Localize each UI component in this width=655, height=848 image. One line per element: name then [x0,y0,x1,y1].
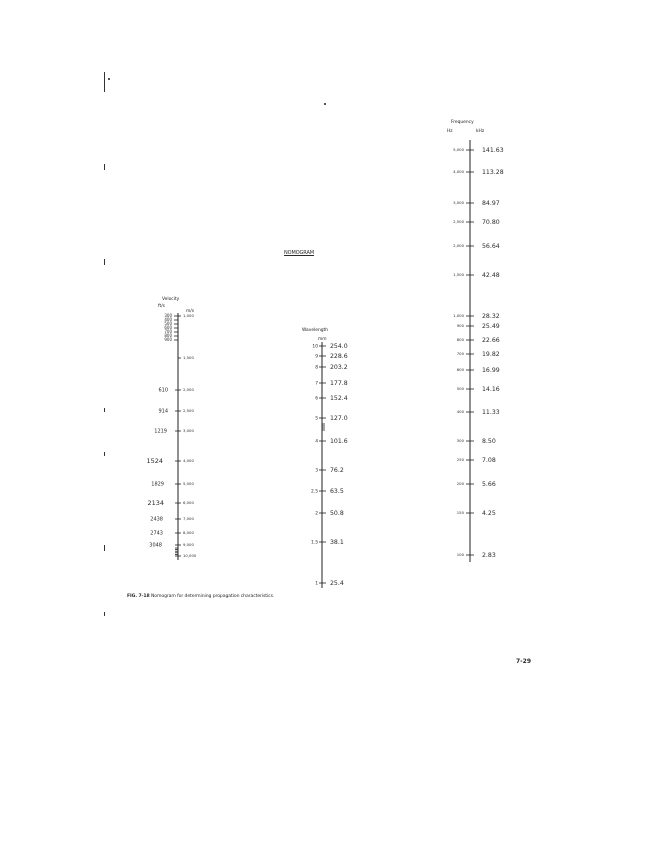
figure-caption-text: Nomogram for determining propagation characteristics. [150,594,275,599]
middle-scale-tick-label: 1.5 [311,540,318,546]
right-scale-value-label: 28.32 [482,313,500,320]
right-scale-title: Frequency [451,120,474,125]
left-scale-tick-label: 800 [164,333,172,338]
middle-scale-value-label: 76.2 [330,467,344,474]
middle-scale-value-label: 50.8 [330,510,344,517]
left-scale-tick-label: 400 [164,317,172,322]
left-scale-value-label: 10,000 [183,553,197,558]
right-scale-tick-label: 2,000 [453,243,464,248]
right-scale-value-label: 2.83 [482,552,496,559]
right-scale-tick-label: 4,000 [453,169,464,174]
right-scale-value-label: 70.80 [482,219,500,226]
left-scale-tick-label: 600 [164,325,172,330]
middle-scale-unit: mm [318,337,327,342]
middle-scale-tick-label: 1 [315,581,318,587]
right-scale-tick-label: 700 [456,351,464,356]
middle-scale-value-label: 38.1 [330,539,344,546]
middle-scale-value-label: 152.4 [330,395,348,402]
right-scale-tick-label: 800 [456,337,464,342]
middle-scale-tick-label: 2 [315,511,318,517]
left-scale-value-label: 2438 [150,516,163,523]
middle-scale-tick-label: 2.5 [311,489,318,495]
right-scale-tick-label: 150 [456,510,464,515]
right-scale-value-label: 16.99 [482,367,500,374]
right-scale-value-label: 4.25 [482,510,496,517]
right-scale-value-label: 5.66 [482,481,496,488]
left-scale-value-label: 3,000 [183,428,194,433]
middle-scale-title: Wavelength [302,328,329,333]
left-scale-value-label: 3048 [149,542,162,549]
left-scale-value-label: 4,000 [183,458,194,463]
right-scale-value-label: 19.82 [482,351,500,358]
right-scale-unit-right: kHz [476,129,485,134]
middle-scale-value-label: 203.2 [330,364,348,371]
middle-scale-tick-label: 6 [315,396,318,402]
right-scale-tick-label: 1,000 [453,313,464,318]
left-scale-tick-label: 500 [164,321,172,326]
left-scale-unit-left: ft/s [158,304,165,309]
right-scale-unit-left: Hz [447,129,453,134]
middle-scale-tick-label: 10 [312,344,318,350]
middle-scale-tick-label: 7 [315,381,318,387]
figure-number: FIG. 7-18 [127,594,150,599]
right-scale-tick-label: 600 [456,367,464,372]
right-scale-tick-label: 5,000 [453,147,464,152]
middle-scale-tick-label: 3 [315,468,318,474]
middle-scale-tick-label: 4 [315,439,318,445]
middle-scale-value-label: 177.8 [330,380,348,387]
left-scale-value-label: 2,500 [183,408,194,413]
right-scale-value-label: 22.66 [482,337,500,344]
right-scale-value-label: 25.49 [482,323,500,330]
left-scale-value-label: 1,000 [183,313,194,318]
right-scale-value-label: 11.33 [482,409,500,416]
middle-scale-value-label: 254.0 [330,343,348,350]
right-scale-tick-label: 300 [456,438,464,443]
right-scale-value-label: 8.50 [482,438,496,445]
left-scale-title: Velocity [162,297,180,302]
left-scale-value-label: 5,000 [183,481,194,486]
middle-scale-value-label: 63.5 [330,488,344,495]
right-scale-tick-label: 3,000 [453,200,464,205]
left-scale-tick-label: 300 [164,313,172,318]
left-scale-tick-label: 900 [164,337,172,342]
middle-scale-value-label: 101.6 [330,438,348,445]
right-scale-tick-label: 200 [456,481,464,486]
left-scale-value-label: 6,000 [183,500,194,505]
right-scale-value-label: 56.64 [482,243,500,250]
right-scale-tick-label: 1,500 [453,272,464,277]
left-scale-value-label: 1829 [151,481,164,488]
middle-scale-tick-label: 5 [315,416,318,422]
right-scale-tick-label: 500 [456,386,464,391]
left-scale-value-label: 2743 [150,530,163,537]
page-number: 7-29 [516,658,532,665]
left-scale-tick-label: 700 [164,329,172,334]
left-scale-value-label: 8,000 [183,530,194,535]
right-scale-value-label: 7.08 [482,457,496,464]
middle-scale-tick-label: 9 [315,354,318,360]
nomogram-heading: NOMOGRAM [284,250,315,256]
left-scale-unit-right: m/s [186,309,195,314]
middle-scale-value-label: 228.6 [330,353,348,360]
left-scale-value-label: 914 [158,408,168,415]
left-scale-value-label: 1,500 [183,355,194,360]
middle-scale-value-label: 25.4 [330,580,344,587]
left-scale-value-label: 2134 [147,499,164,507]
right-scale-tick-label: 250 [456,457,464,462]
middle-scale-value-label: 127.0 [330,415,348,422]
right-scale-value-label: 141.63 [482,147,504,154]
left-scale-value-label: 9,000 [183,542,194,547]
left-scale-value-label: 7,000 [183,516,194,521]
right-scale-value-label: 14.16 [482,386,500,393]
right-scale-value-label: 113.28 [482,169,504,176]
right-scale-value-label: 84.97 [482,200,500,207]
left-scale-value-label: 1524 [146,457,163,465]
left-scale-value-label: 1219 [154,428,167,435]
right-scale-tick-label: 100 [456,552,464,557]
left-scale-value-label: 610 [158,387,168,394]
right-scale-tick-label: 400 [456,409,464,414]
figure-caption [127,594,274,599]
right-scale-tick-label: 900 [456,323,464,328]
left-scale-value-label: 2,000 [183,387,194,392]
right-scale-value-label: 42.48 [482,272,500,279]
right-scale-tick-label: 2,500 [453,219,464,224]
middle-scale-tick-label: 8 [315,365,318,371]
